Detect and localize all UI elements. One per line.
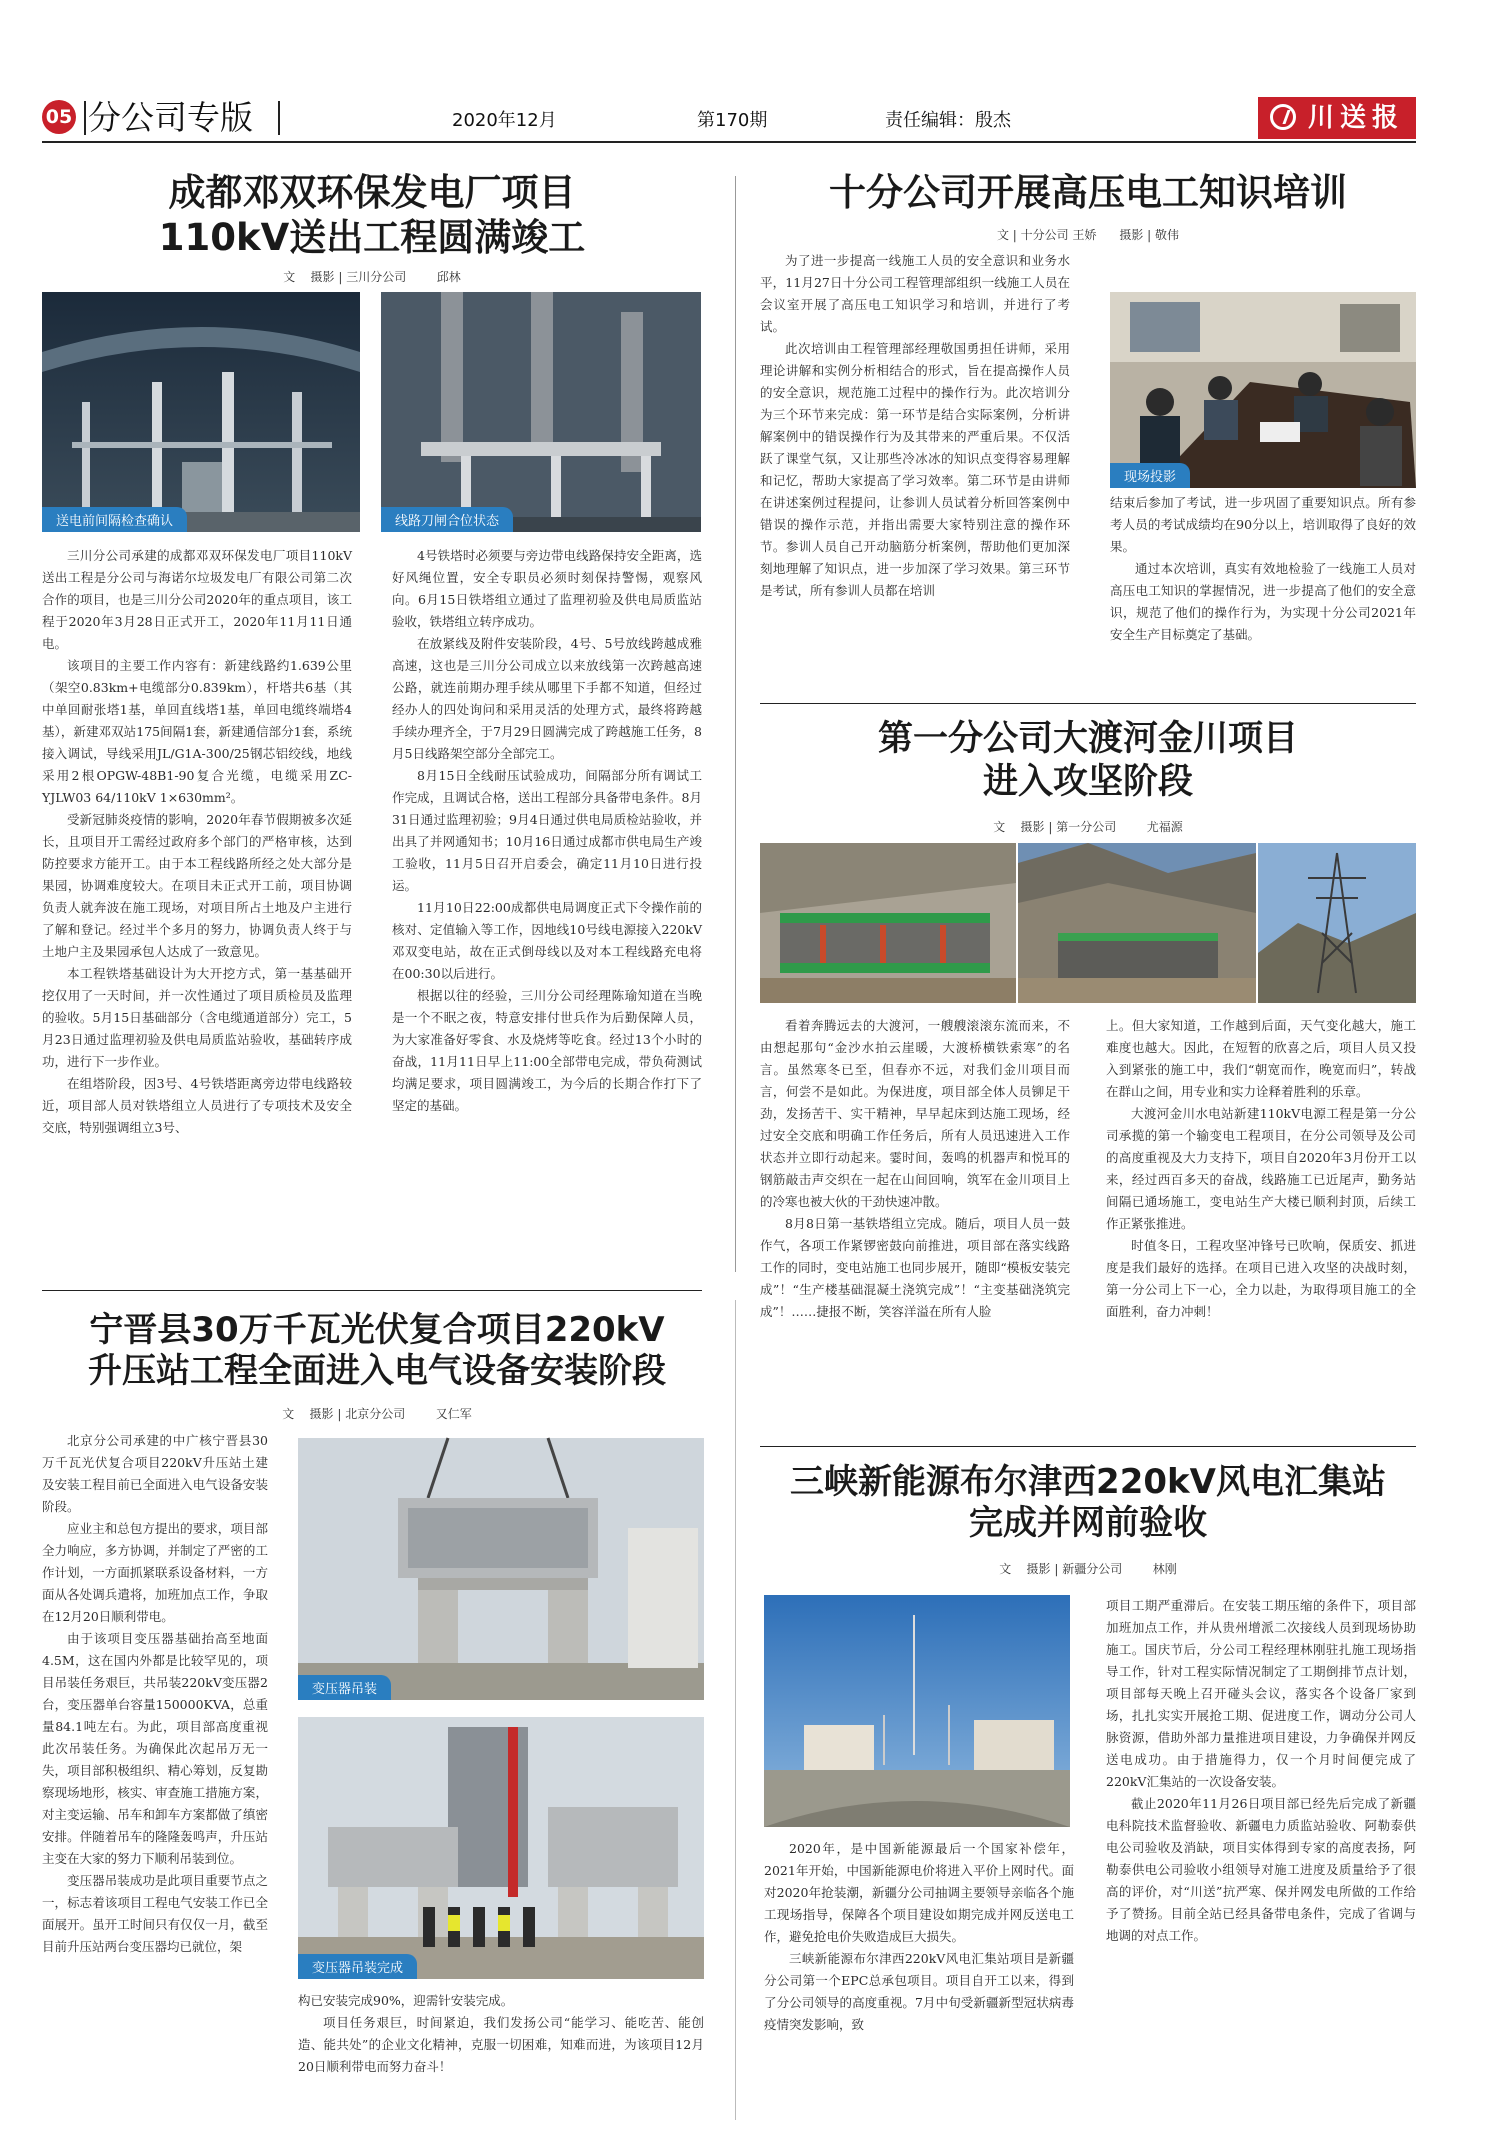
paragraph: 上。但大家知道，工作越到后面，天气变化越大，施工难度也越大。因此，在短暂的欣喜之后，项目人员又投入到紧张的施工中，我们“朝宽而作，晚宽而归”，转战在群山之间，用专业和实力诠释着胜利的乐章。 — [1106, 1018, 1416, 1099]
photo-illustration — [42, 292, 360, 532]
column-separator — [735, 1300, 736, 2120]
headline-line: 成都邓双环保发电厂项目 — [168, 171, 576, 214]
photo-substation-night — [42, 292, 360, 532]
header-divider — [278, 101, 280, 135]
paragraph: 大渡河金川水电站新建110kV电源工程是第一分公司承揽的第一个输变电工程项目，在分公司领导及公司的高度重视及大力支持下，项目自2020年3月份开工以来，经过西百多天的奋战，线路施工已近尾声，勤务站间隔已通场施工，变电站生产大楼已顺利封顶，后续工作正紧张推进。 — [1106, 1106, 1416, 1231]
paragraph: 通过本次培训，真实有效地检验了一线施工人员对高压电工知识的掌握情况，进一步提高了他们的安全意识，规范了他们的操作行为，为实现十分公司2021年安全生产目标奠定了基础。 — [1110, 561, 1416, 642]
photo-illustration — [298, 1438, 704, 1700]
headline-line: 升压站工程全面进入电气设备安装阶段 — [88, 1351, 666, 1392]
headline-ningjin — [42, 1310, 712, 1393]
photo-caption: 线路刀闸合位状态 — [381, 507, 513, 532]
paragraph: 11月10日22:00成都供电局调度正式下令操作前的核对、定值输入等工作，因地线10号线电源接入220kV邓双变电站，故在正式倒母线以及对本工程线路充电将在00:30以后进行。 — [392, 900, 702, 981]
photo-transformer-installed — [298, 1717, 704, 1979]
photo-construction-site — [760, 843, 1016, 1003]
photo-disconnect-switch — [381, 292, 701, 532]
article-text-column — [760, 250, 1070, 680]
editor-credit: 责任编辑：殷杰 — [885, 110, 1011, 131]
paragraph: 受新冠肺炎疫情的影响，2020年春节假期被多次延长，且项目开工需经过政府多个部门的严格审核，达到防控要求方能开工。由于本工程线路所经之处大部分是果园，协调难度较大。在项目未正式开工前，项目协调负责人就奔波在施工现场，对项目所占土地及户主进行了解和登记。经过半个多月的努力，协调负责人终于与土地户主及果园承包人达成了一致意见。 — [42, 812, 352, 959]
headline-chengdu — [42, 170, 702, 260]
photo-illustration — [381, 292, 701, 532]
section-rule — [42, 1290, 702, 1291]
byline: 文 摄影 | 第一分公司 尤福源 — [993, 820, 1183, 834]
paragraph: 8月15日全线耐压试验成功，间隔部分所有调试工作完成，且调试合格，送出工程部分具备带电条件。8月31日通过监理初验；9月4日通过供电局质检站验收，并出具了并网通知书；10月16日通过成都市供电局生产竣工验收，11月5日召开启委会，确定11月10日进行投运。 — [392, 768, 702, 893]
paragraph: 项目工期严重滞后。在安装工期压缩的条件下，项目部加班加点工作，并从贵州增派二次接线人员到现场协助施工。国庆节后，分公司工程经理林刚驻扎施工现场指导工作，针对工程实际情况制定了工期倒排节点计划，项目部每天晚上召开碰头会议，落实各个设备厂家到场，扎扎实实开展抢工期、促进度工作，调动分公司人脉资源，借助外部力量推进项目建设，力争确保并网反送电成功。由于措施得力，仅一个月时间便完成了220kV汇集站的一次设备安装。 — [1106, 1598, 1416, 1789]
paragraph: 项目任务艰巨，时间紧迫，我们发扬公司“能学习、能吃苦、能创造、能共处”的企业文化精神，克服一切困难，知难而进，为该项目12月20日顺利带电而努力奋斗！ — [298, 2015, 704, 2074]
paragraph: 三峡新能源布尔津西220kV风电汇集站项目是新疆分公司第一个EPC总承包项目。项目自开工以来，得到了分公司领导的高度重视。7月中旬受新疆新型冠状病毒疫情突发影响，致 — [764, 1951, 1074, 2032]
paragraph: 8月8日第一基铁塔组立完成。随后，项目人员一鼓作气，各项工作紧锣密鼓向前推进，项目部在落实线路工作的同时，变电站施工也同步展开，随即“模板安装完成”！“生产楼基础混凝土浇筑完成”！“主变基础浇筑完成”！……捷报不断，笑容洋溢在所有人脸 — [760, 1216, 1070, 1319]
section-title: 分公司专版 — [88, 98, 253, 137]
article-text-column — [298, 1990, 704, 2100]
photo-caption: 变压器吊装完成 — [298, 1954, 417, 1979]
headline-line: 三峡新能源布尔津西220kV风电汇集站 — [790, 1462, 1386, 1502]
headline-line: 完成并网前验收 — [969, 1503, 1207, 1544]
logo-emblem-icon — [1270, 104, 1296, 130]
byline: 文 摄影 | 三川分公司 邱林 — [283, 270, 461, 284]
section-rule — [760, 703, 1416, 704]
paragraph: 截止2020年11月26日项目部已经先后完成了新疆电科院技术监督验收、新疆电力质监站验收、阿勒泰供电公司验收及消缺，项目实体得到专家的高度表扬，阿勒泰供电公司验收小组领导对施工进度及质量给予了很高的评价，对“川送”抗严寒、保并网发电所做的工作给予了赞扬。目前全站已经具备带电条件，完成了省调与地调的对点工作。 — [1106, 1796, 1416, 1943]
photo-wind-collector-station — [764, 1595, 1070, 1827]
paragraph: 在组塔阶段，因3号、4号铁塔距离旁边带电线路较近，项目部人员对铁塔组立人员进行了专项技术及安全交底，特别强调组立3号、 — [42, 1076, 352, 1135]
article-text-column — [1110, 492, 1416, 692]
byline: 文 摄影 | 北京分公司 又仁军 — [282, 1407, 472, 1421]
article-text-column — [1106, 1015, 1416, 1319]
header-rule — [42, 141, 1416, 143]
paragraph: 结束后参加了考试，进一步巩固了重要知识点。所有参考人员的考试成绩均在90分以上，培训取得了良好的效果。 — [1110, 495, 1416, 554]
photo-illustration — [1110, 292, 1416, 488]
paragraph: 时值冬日，工程攻坚冲锋号已吹响，保质安、抓进度是我们最好的选择。在项目已进入攻坚的决战时刻，第一分公司上下一心，全力以赴，为取得项目施工的全面胜利，奋力冲刺！ — [1106, 1238, 1416, 1319]
column-separator — [735, 176, 736, 1272]
paragraph: 为了进一步提高一线施工人员的安全意识和业务水平，11月27日十分公司工程管理部组织一线施工人员在会议室开展了高压电工知识学习和培训，并进行了考试。 — [760, 253, 1070, 334]
byline: 文 | 十分公司 王娇 摄影 | 敬伟 — [996, 228, 1180, 242]
paragraph: 此次培训由工程管理部经理敬国勇担任讲师，采用理论讲解和实例分析相结合的形式，旨在提高操作人员的安全意识，规范施工过程中的操作行为。此次培训分为三个环节来完成：第一环节是结合实际案例，分析讲解案例中的错误操作行为及其带来的严重后果。不仅活跃了课堂气氛，又让那些冷冰冰的知识点变得容易理解和记忆，帮助大家提高了学习效率。第二环节是由讲师在讲述案例过程提问，让参训人员试着分析回答案例中错误的操作示范，并指出需要大家特别注意的操作环节。参训人员自己开动脑筋分析案例，帮助他们更加深刻地理解了知识点，进一步加深了学习效果。第三环节是考试，所有参训人员都在培训 — [760, 341, 1070, 598]
headline-line: 110kV送出工程圆满竣工 — [158, 216, 586, 260]
headline-training: 十分公司开展高压电工知识培训 — [829, 171, 1347, 214]
photo-illustration — [1258, 843, 1416, 1003]
paragraph: 由于该项目变压器基础抬高至地面4.5M，这在国内外都是比较罕见的，项目吊装任务艰巨，共吊装220kV变压器2台，变压器单台容量150000KVA，总重量84.1吨左右。为此，项目部高度重视此次吊装任务。为确保此次起吊万无一失，项目部积极组织、精心筹划，反复勘察现场地形，核实、审查施工措施方案，对主变运输、吊车和卸车方案都做了缜密安排。伴随着吊车的隆隆轰鸣声，升压站主变在大家的努力下顺利吊装到位。 — [42, 1631, 268, 1866]
photo-caption: 现场投影 — [1110, 463, 1190, 488]
paragraph: 北京分公司承建的中广核宁晋县30万千瓦光伏复合项目220kV升压站土建及安装工程目前已全面进入电气设备安装阶段。 — [42, 1433, 268, 1514]
article-text-column — [42, 545, 352, 1245]
photo-training-meeting — [1110, 292, 1416, 488]
paragraph: 根据以往的经验，三川分公司经理陈瑜知道在当晚是一个不眠之夜，特意安排付世兵作为后勤保障人员，为大家准备好零食、水及烧烤等吃食。经过13个小时的奋战，11月11日早上11:00全部带电完成，带负荷测试均满足要求，项目圆满竣工，为今后的长期合作打下了坚定的基础。 — [392, 988, 702, 1113]
headline-line: 进入攻坚阶段 — [982, 761, 1193, 802]
photo-transformer-lifting — [298, 1438, 704, 1700]
photo-illustration — [1018, 843, 1256, 1003]
headline-jinchuan — [760, 718, 1416, 803]
photo-caption: 变压器吊装 — [298, 1675, 391, 1700]
issue-number: 第170期 — [697, 110, 768, 131]
page-number-badge: 05 — [42, 100, 76, 134]
paragraph: 该项目的主要工作内容有：新建线路约1.639公里（架空0.83km+电缆部分0.839km），杆塔共6基（其中单回耐张塔1基，单回直线塔1基，单回电缆终端塔4基），新建邓双站175间隔1套，新建通信部分1套，系统接入调试，导线采用JL/G1A-300/25钢芯铝绞线，地线采用2根OPGW-48B1-90复合光缆，电缆采用ZC-YJLW03 64/110kV 1×630mm²。 — [42, 658, 352, 805]
header-divider — [84, 101, 86, 135]
paragraph: 在放紧线及附件安装阶段，4号、5号放线跨越成雅高速，这也是三川分公司成立以来放线第一次跨越高速公路，就连前期办理手续从哪里下手都不知道，但经过经办人的四处询问和采用灵活的处理方式，最终将跨越手续办理齐全，于7月29日圆满完成了跨越施工任务，8月5日线路架空部分全部完工。 — [392, 636, 702, 761]
paragraph: 变压器吊装成功是此项目重要节点之一，标志着该项目工程电气安装工作已全面展开。虽开工时间只有仅仅一月，截至目前升压站两台变压器均已就位，架 — [42, 1873, 268, 1954]
logo-text: 川送报 — [1308, 103, 1405, 133]
article-text-column — [42, 1430, 268, 2100]
newspaper-logo — [1258, 97, 1416, 139]
article-text-column — [1106, 1595, 1416, 2100]
photo-illustration — [298, 1717, 704, 1979]
issue-date: 2020年12月 — [452, 110, 557, 131]
photo-illustration — [760, 843, 1016, 1003]
paragraph: 看着奔腾远去的大渡河，一艘艘滚滚东流而来，不由想起那句“金沙水拍云崖暖，大渡桥横铁索寒”的名言。虽然寒冬已至，但春亦不远，对我们金川项目而言，何尝不是如此。为保进度，项目部全体人员铆足干劲，发扬苦干、实干精神，早早起床到达施工现场，经过安全交底和明确工作任务后，所有人员迅速进入工作状态并立即行动起来。霎时间，轰鸣的机器声和悦耳的钢筋敲击声交织在一起在山间回响，筑军在金川项目上的冷寒也被大伙的干劲快速冲散。 — [760, 1018, 1070, 1209]
paragraph: 本工程铁塔基础设计为大开挖方式，第一基基础开挖仅用了一天时间，并一次性通过了项目质检员及监理的验收。5月15日基础部分（含电缆通道部分）完工，5月23日通过监理初验及供电局质监站验收，基础转序成功，进行下一步作业。 — [42, 966, 352, 1069]
article-text-column — [764, 1838, 1074, 2098]
photo-mountain-site — [1018, 843, 1256, 1003]
article-text-column — [392, 545, 702, 1245]
headline-line: 第一分公司大渡河金川项目 — [877, 719, 1298, 759]
section-rule — [760, 1446, 1416, 1447]
byline: 文 摄影 | 新疆分公司 林刚 — [999, 1562, 1177, 1576]
photo-illustration — [764, 1595, 1070, 1827]
photo-caption: 送电前间隔检查确认 — [42, 507, 187, 532]
paragraph: 三川分公司承建的成都邓双环保发电厂项目110kV送出工程是分公司与海诺尔垃圾发电厂有限公司第二次合作的项目，也是三川分公司2020年的重点项目，该工程于2020年3月28日正式开工，2020年11月11日通电。 — [42, 548, 352, 651]
headline-line: 宁晋县30万千瓦光伏复合项目220kV — [89, 1310, 665, 1350]
paragraph: 构已安装完成90%，迎需针安装完成。 — [298, 1993, 514, 2008]
photo-transmission-tower — [1258, 843, 1416, 1003]
paragraph: 2020年，是中国新能源最后一个国家补偿年，2021年开始，中国新能源电价将进入平价上网时代。面对2020年抢装潮，新疆分公司抽调主要领导亲临各个施工现场指导，保障各个项目建设如期完成并网反送电工作，避免抢电价失败造成巨大损失。 — [764, 1841, 1074, 1944]
article-text-column — [760, 1015, 1070, 1319]
paragraph: 4号铁塔时必须要与旁边带电线路保持安全距离，选好风绳位置，安全专职员必须时刻保持警惕，观察风向。6月15日铁塔组立通过了监理初验及供电局质监站验收，铁塔组立转序成功。 — [392, 548, 702, 629]
headline-sanxia — [760, 1462, 1416, 1545]
paragraph: 应业主和总包方提出的要求，项目部全力响应，多方协调，并制定了严密的工作计划，一方面抓紧联系设备材料，一方面从各处调兵遣将，加班加点工作，争取在12月20日顺利带电。 — [42, 1521, 268, 1624]
